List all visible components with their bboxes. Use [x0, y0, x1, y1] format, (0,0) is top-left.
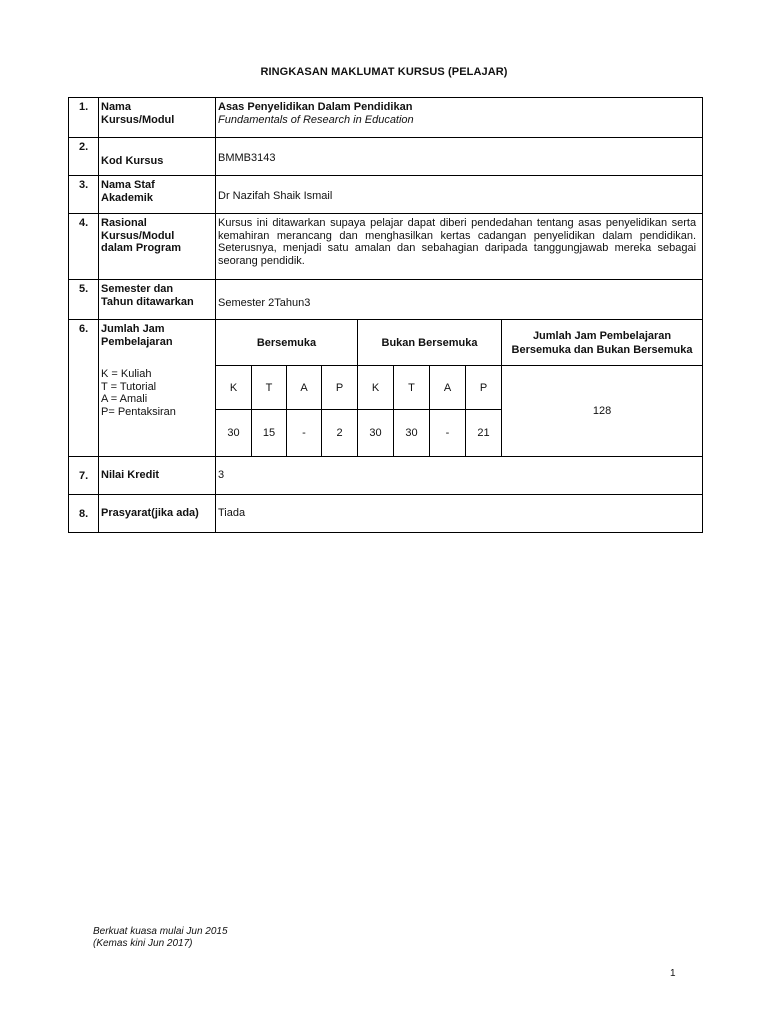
label-line: Nama Staf: [101, 179, 155, 191]
legend-item: A = Amali: [101, 393, 148, 405]
value-rationale: Kursus ini ditawarkan supaya pelajar dapat diberi pendedahan tentang asas penyelidikan serta kemahiran merancang dan menghasilkan kertas cadangan penyelidikan dalam pendidikan. Seterusnya, menjadi satu amalan dan sebahagian daripada tanggungjawab mereka sebagai seorang pendidik.: [216, 214, 703, 280]
label-line: Pembelajaran: [101, 335, 173, 348]
course-name-malay: Asas Penyelidikan Dalam Pendidikan: [218, 101, 413, 113]
label-credit-value: Nilai Kredit: [99, 457, 216, 495]
hours-cell: 2: [322, 410, 358, 457]
value-credit: 3: [216, 457, 703, 495]
document-title: RINGKASAN MAKLUMAT KURSUS (PELAJAR): [260, 66, 508, 78]
code-cell: A: [287, 366, 322, 410]
course-info-table: [68, 97, 703, 533]
header-face-to-face: Bersemuka: [216, 320, 358, 366]
label-line: Akademik: [101, 191, 153, 204]
hours-cell: -: [430, 410, 466, 457]
value-academic-staff: Dr Nazifah Shaik Ismail: [216, 176, 703, 214]
row-rationale: [69, 214, 703, 280]
code-cell: T: [394, 366, 430, 410]
label-rationale: [99, 214, 216, 280]
code-cell: T: [252, 366, 287, 410]
header-total-line: Jumlah Jam Pembelajaran: [532, 329, 672, 342]
label-line: Jumlah Jam: [101, 323, 165, 335]
code-cell: P: [322, 366, 358, 410]
label-course-code: Kod Kursus: [99, 138, 216, 176]
label-line: Semester dan: [101, 283, 174, 295]
hours-cell: -: [287, 410, 322, 457]
code-cell: K: [216, 366, 252, 410]
label-course-name: [99, 98, 216, 138]
label-line: dalam Program: [101, 242, 182, 254]
label-line: Nama: [101, 101, 131, 113]
row-credit-value: [69, 457, 703, 495]
code-cell: P: [466, 366, 502, 410]
footer-note: [93, 926, 228, 950]
code-cell: K: [358, 366, 394, 410]
row-learning-hours-header: [69, 320, 703, 366]
row-number: 7.: [69, 457, 99, 495]
row-number: 3.: [69, 176, 99, 214]
hours-cell: 21: [466, 410, 502, 457]
value-course-code: BMMB3143: [216, 138, 703, 176]
hours-legend: [101, 368, 211, 418]
hours-cell: 15: [252, 410, 287, 457]
legend-item: P= Pentaksiran: [101, 405, 176, 418]
total-hours-value: 128: [502, 366, 703, 457]
page-number: 1: [670, 968, 676, 979]
row-course-code: [69, 138, 703, 176]
label-learning-hours: [99, 320, 216, 457]
row-number: 6.: [69, 320, 99, 457]
hours-cell: 30: [216, 410, 252, 457]
row-prerequisite: [69, 495, 703, 533]
row-number: 2.: [69, 138, 99, 176]
label-prerequisite: Prasyarat(jika ada): [99, 495, 216, 533]
legend-item: K = Kuliah: [101, 368, 152, 380]
label-line: Kursus/Modul: [101, 113, 175, 126]
row-number: 4.: [69, 214, 99, 280]
header-non-face-to-face: Bukan Bersemuka: [358, 320, 502, 366]
header-total-hours: [502, 320, 703, 366]
label-academic-staff: [99, 176, 216, 214]
row-course-name: [69, 98, 703, 138]
value-course-name: [216, 98, 703, 138]
legend-item: T = Tutorial: [101, 380, 157, 393]
label-line: Rasional: [101, 217, 147, 229]
row-number: 5.: [69, 280, 99, 320]
row-semester: [69, 280, 703, 320]
row-number: 8.: [69, 495, 99, 533]
row-number: 1.: [69, 98, 99, 138]
footer-line: (Kemas kini Jun 2017): [93, 938, 193, 949]
footer-line: Berkuat kuasa mulai Jun 2015: [93, 926, 228, 937]
code-cell: A: [430, 366, 466, 410]
label-semester: [99, 280, 216, 320]
hours-cell: 30: [394, 410, 430, 457]
value-prerequisite: Tiada: [216, 495, 703, 533]
header-total-line: Bersemuka dan Bukan Bersemuka: [511, 343, 693, 356]
label-line: Kursus/Modul: [101, 229, 175, 242]
value-semester: Semester 2Tahun3: [216, 280, 703, 320]
course-name-english: Fundamentals of Research in Education: [218, 113, 414, 126]
label-line: Tahun ditawarkan: [101, 295, 194, 308]
row-academic-staff: [69, 176, 703, 214]
hours-cell: 30: [358, 410, 394, 457]
